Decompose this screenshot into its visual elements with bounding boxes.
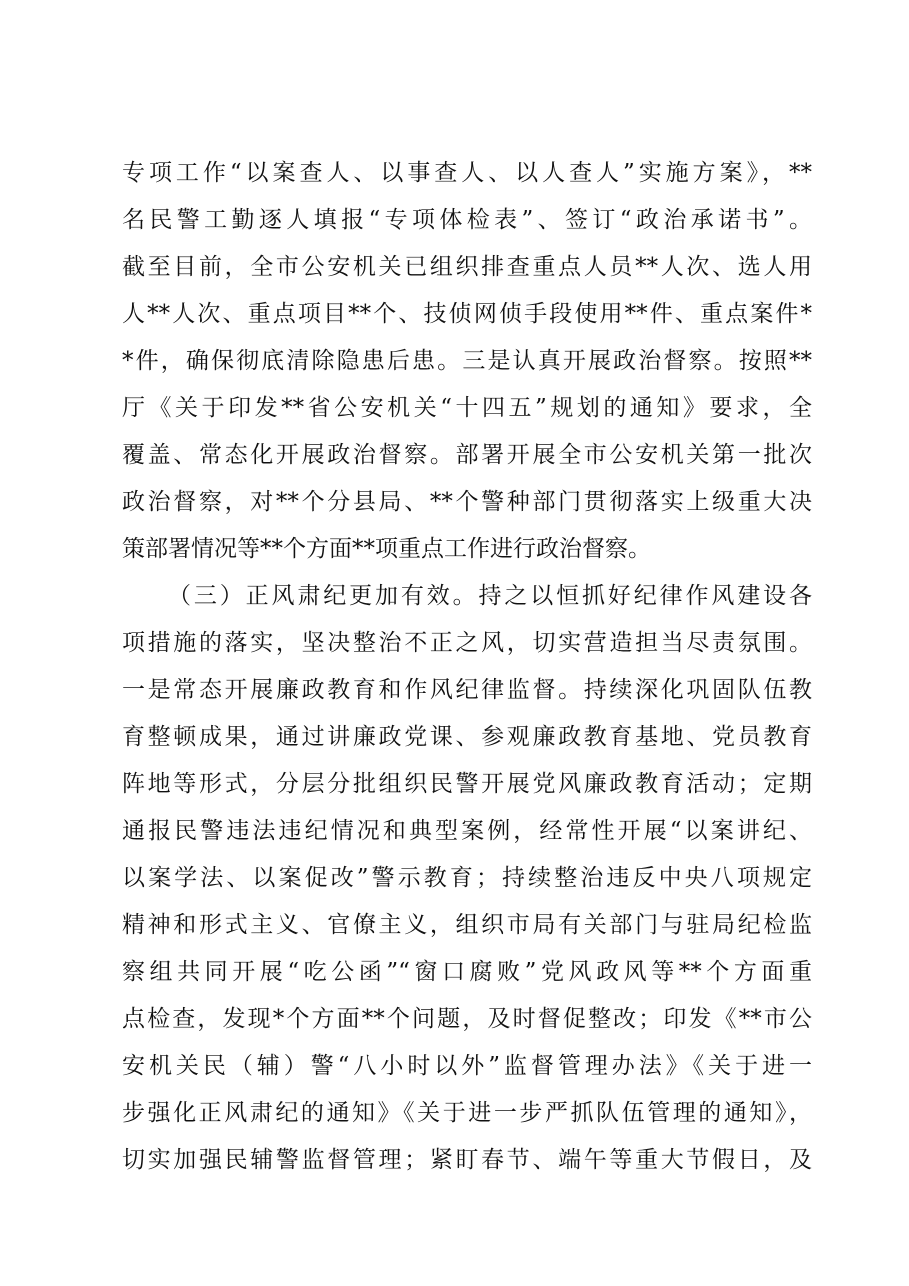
text-line: 点检查，发现*个方面**个问题，及时督促整改；印发《**市公: [122, 1006, 812, 1032]
text-line: 一是常态开展廉政教育和作风纪律监督。持续深化巩固队伍教: [122, 677, 812, 703]
text-line: 专项工作“以案查人、以事查人、以人查人”实施方案》，**: [122, 160, 812, 186]
text-line: 项措施的落实，坚决整治不正之风，切实营造担当尽责氛围。: [122, 630, 812, 656]
text-line: 以案学法、以案促改”警示教育；持续整治违反中央八项规定: [122, 865, 812, 891]
paragraph-end-line: 策部署情况等**个方面**项重点工作进行政治督察。: [122, 536, 651, 562]
text-line: 名民警工勤逐人填报“专项体检表”、签订“政治承诺书”。: [122, 207, 812, 233]
text-line: 截至目前，全市公安机关已组织排查重点人员**人次、选人用: [122, 254, 812, 280]
document-body: [122, 150, 812, 1184]
text-line: 切实加强民辅警监督管理；紧盯春节、端午等重大节假日，及: [122, 1147, 812, 1173]
text-line: *件，确保彻底清除隐患后患。三是认真开展政治督察。按照**: [122, 348, 812, 374]
text-line: 厅《关于印发**省公安机关“十四五”规划的通知》要求，全: [122, 395, 812, 421]
text-line: 步强化正风肃纪的通知》《关于进一步严抓队伍管理的通知》，: [122, 1100, 812, 1126]
section-heading-line: （三）正风肃纪更加有效。持之以恒抓好纪律作风建设各: [168, 583, 812, 609]
text-line: 政治督察，对**个分县局、**个警种部门贯彻落实上级重大决: [122, 489, 812, 515]
text-line: 人**人次、重点项目**个、技侦网侦手段使用**件、重点案件*: [122, 301, 812, 327]
text-line: 精神和形式主义、官僚主义，组织市局有关部门与驻局纪检监: [122, 912, 812, 938]
text-line: 育整顿成果，通过讲廉政党课、参观廉政教育基地、党员教育: [122, 724, 812, 750]
text-line: 覆盖、常态化开展政治督察。部署开展全市公安机关第一批次: [122, 442, 812, 468]
text-line: 通报民警违法违纪情况和典型案例，经常性开展“以案讲纪、: [122, 818, 812, 844]
text-line: 安机关民（辅）警“八小时以外”监督管理办法》《关于进一: [122, 1053, 812, 1079]
text-line: 察组共同开展“吃公函”“窗口腐败”党风政风等**个方面重: [122, 959, 812, 985]
text-line: 阵地等形式，分层分批组织民警开展党风廉政教育活动；定期: [122, 771, 812, 797]
